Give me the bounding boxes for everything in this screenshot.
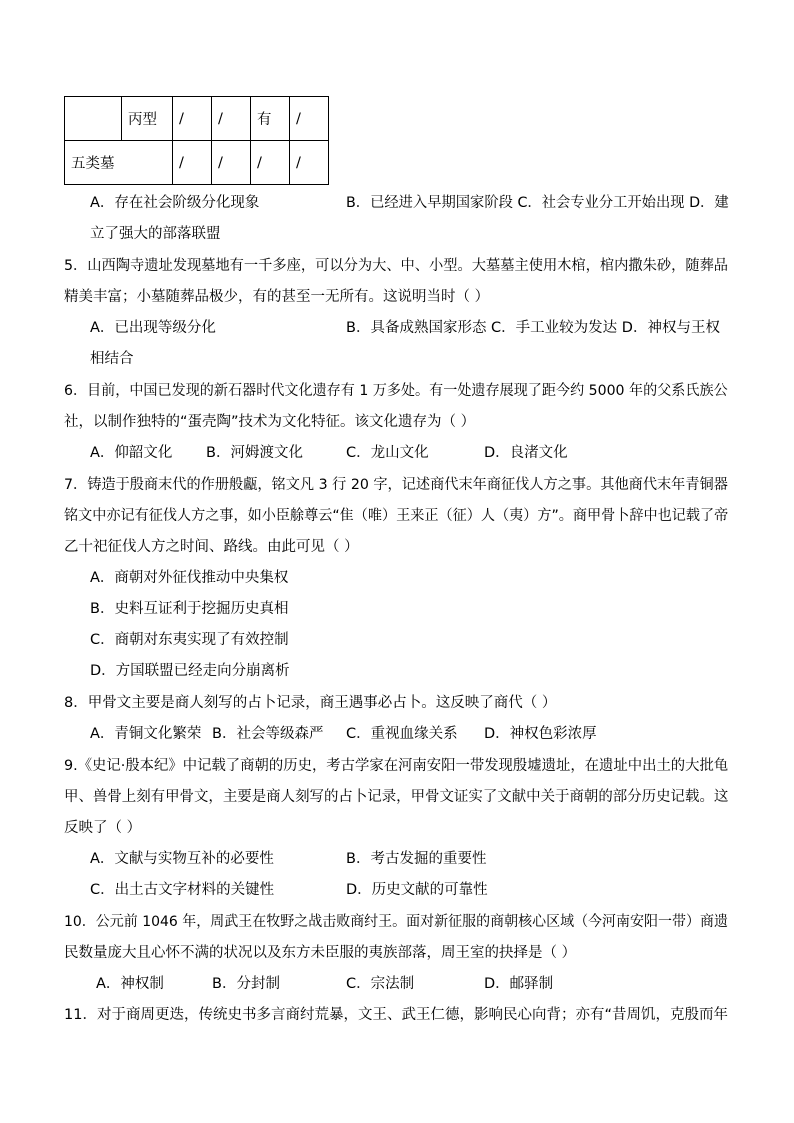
table-row bbox=[65, 141, 329, 185]
q9-option-b: B．考古发掘的重要性 bbox=[346, 851, 487, 867]
q8-option-c: C．重视血缘关系 bbox=[346, 726, 458, 742]
q6-option-d: D．良渚文化 bbox=[484, 445, 568, 461]
table-cell: / bbox=[173, 97, 212, 141]
q10-option-b: B．分封制 bbox=[212, 976, 280, 992]
table-cell: 有 bbox=[251, 97, 290, 141]
q4-option-bcd: B．已经进入早期国家阶段 C．社会专业分工开始出现 D．建 bbox=[346, 195, 729, 211]
q9-option-a: A．文献与实物互补的必要性 bbox=[90, 851, 274, 867]
q6-option-c: C．龙山文化 bbox=[346, 445, 429, 461]
q6-option-a: A．仰韶文化 bbox=[90, 445, 173, 461]
table-cell: / bbox=[251, 141, 290, 185]
table-cell: / bbox=[173, 141, 212, 185]
q10-option-c: C．宗法制 bbox=[346, 976, 415, 992]
q5-option-cont: 相结合 bbox=[90, 351, 134, 367]
q7-option-c: C．商朝对东夷实现了有效控制 bbox=[90, 632, 289, 648]
q10-option-a: A．神权制 bbox=[96, 976, 164, 992]
q7-stem-line: 7．铸造于殷商末代的作册般甗，铭文凡 3 行 20 字，记述商代末年商征伐人方之事。其他商代末年青铜器 bbox=[64, 477, 728, 493]
q5-option-bcd: B．具备成熟国家形态 C．手工业较为发达 D．神权与王权 bbox=[346, 320, 720, 336]
q7-option-b: B．史料互证利于挖掘历史真相 bbox=[90, 601, 289, 617]
q10-stem-line: 10．公元前 1046 年，周武王在牧野之战击败商纣王。面对新征服的商朝核心区域（今河南安阳一带）商遗 bbox=[64, 914, 728, 930]
q6-stem-line: 6．目前，中国已发现的新石器时代文化遗存有 1 万多处。有一处遗存展现了距今约 5000 年的父系氏族公 bbox=[64, 383, 728, 399]
q6-option-b: B．河姆渡文化 bbox=[206, 445, 303, 461]
q8-option-d: D．神权色彩浓厚 bbox=[484, 726, 597, 742]
q9-option-d: D．历史文献的可靠性 bbox=[346, 882, 488, 898]
q11-stem-line: 11．对于商周更迭，传统史书多言商纣荒暴，文王、武王仁德，影响民心向背；亦有“昔周饥，克殷而年 bbox=[64, 1007, 728, 1023]
q5-stem-line: 5．山西陶寺遗址发现墓地有一千多座，可以分为大、中、小型。大墓墓主使用木棺，棺内撒朱砂，随葬品 bbox=[64, 258, 729, 274]
table-cell: / bbox=[290, 141, 329, 185]
table-row bbox=[65, 97, 329, 141]
tomb-table bbox=[64, 96, 329, 185]
q8-option-b: B．社会等级森严 bbox=[212, 726, 324, 742]
q4-option-cont: 立了强大的部落联盟 bbox=[90, 226, 221, 242]
q9-option-c: C．出土古文字材料的关键性 bbox=[90, 882, 275, 898]
q9-stem-line: 反映了（ ） bbox=[64, 820, 142, 836]
q6-stem-line: 社，以制作独特的“蛋壳陶”技术为文化特征。该文化遗存为（ ） bbox=[64, 414, 476, 430]
q9-stem-line: 甲、兽骨上刻有甲骨文，主要是商人刻写的占卜记录，甲骨文证实了文献中关于商朝的部分历史记载。这 bbox=[64, 789, 729, 805]
table-cell: / bbox=[212, 141, 251, 185]
table-cell: 丙型 bbox=[122, 97, 173, 141]
q9-stem-line: 9.《史记·殷本纪》中记载了商朝的历史，考古学家在河南安阳一带发现殷墟遗址，在遗址中出土的大批龟 bbox=[64, 758, 729, 774]
q7-stem-line: 铭文中亦记有征伐人方之事，如小臣艅尊云“隹（唯）王来正（征）人（夷）方”。商甲骨卜辞中也记载了帝 bbox=[64, 508, 729, 524]
q10-stem-line: 民数量庞大且心怀不满的状况以及东方未臣服的夷族部落，周王室的抉择是（ ） bbox=[64, 945, 577, 961]
q5-option-a: A．已出现等级分化 bbox=[90, 320, 216, 336]
q7-option-a: A．商朝对外征伐推动中央集权 bbox=[90, 570, 289, 586]
q7-option-d: D．方国联盟已经走向分崩离析 bbox=[90, 663, 290, 679]
table-cell: / bbox=[290, 97, 329, 141]
q8-stem-line: 8．甲骨文主要是商人刻写的占卜记录，商王遇事必占卜。这反映了商代（ ） bbox=[64, 695, 557, 711]
table-cell: 五类墓 bbox=[65, 141, 173, 185]
q10-option-d: D．邮驿制 bbox=[484, 976, 554, 992]
q5-stem-line: 精美丰富；小墓随葬品极少，有的甚至一无所有。这说明当时（ ） bbox=[64, 289, 490, 305]
q8-option-a: A．青铜文化繁荣 bbox=[90, 726, 202, 742]
table-cell bbox=[65, 97, 122, 141]
table-cell: / bbox=[212, 97, 251, 141]
q4-option-a: A．存在社会阶级分化现象 bbox=[90, 195, 260, 211]
q7-stem-line: 乙十祀征伐人方之时间、路线。由此可见（ ） bbox=[64, 539, 359, 555]
